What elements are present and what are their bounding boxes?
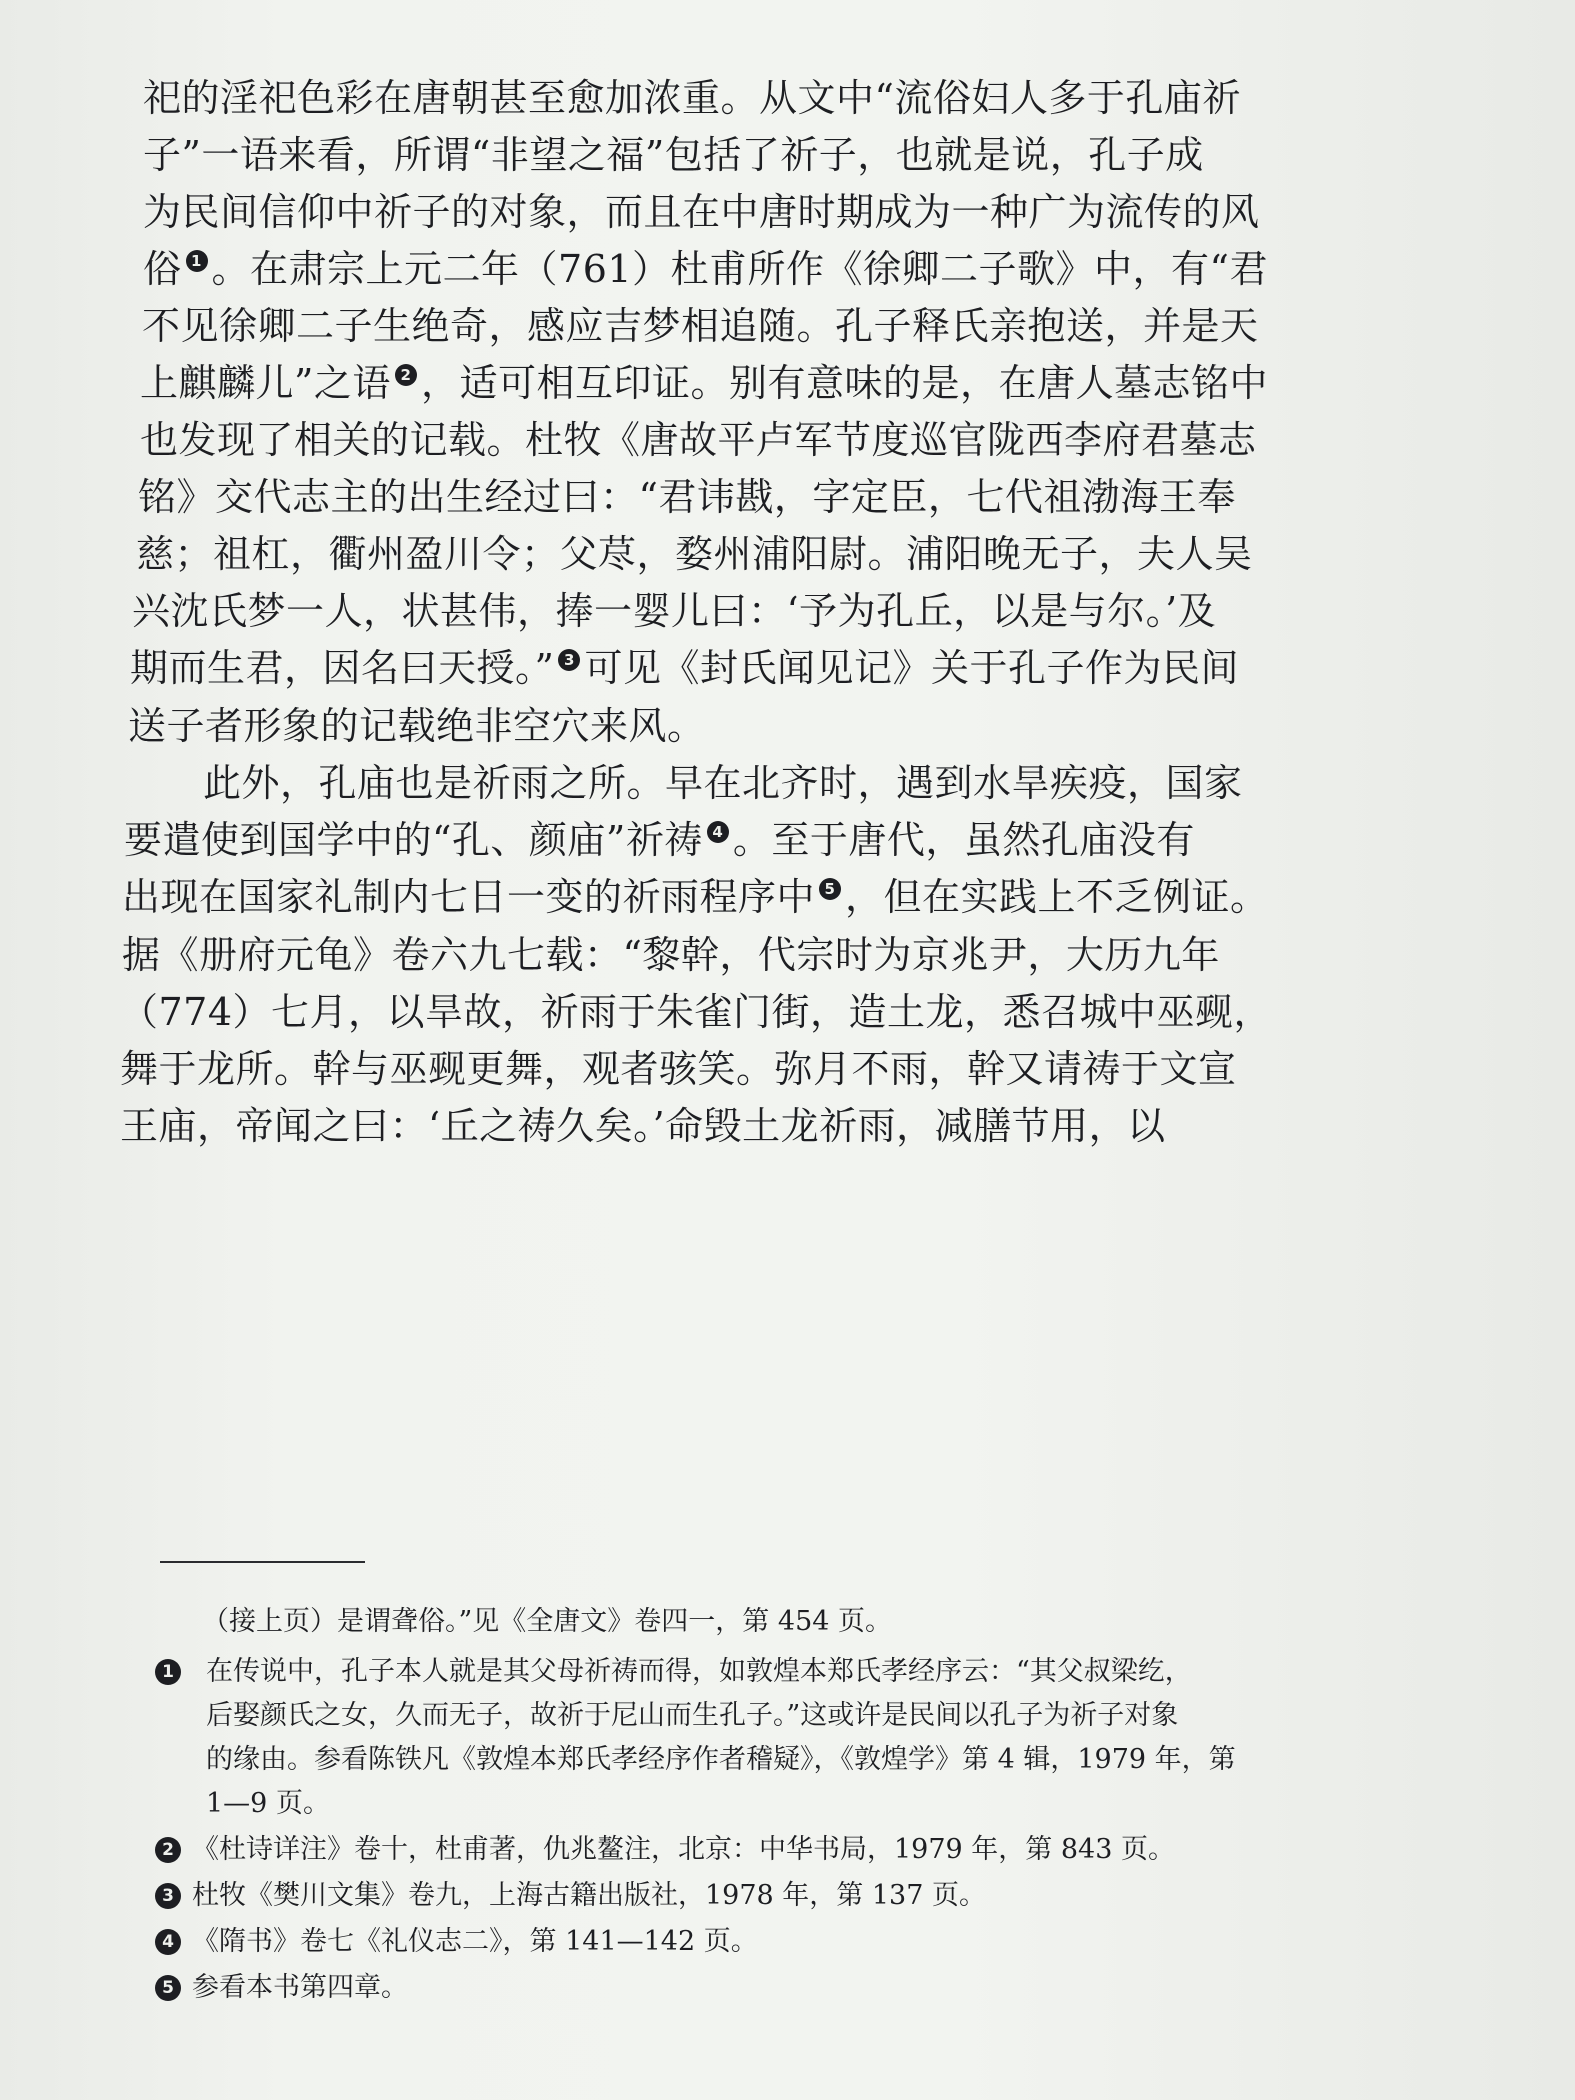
footnote-text: 杜牧《樊川文集》卷九，上海古籍出版社，1978 年，第 137 页。: [192, 1880, 986, 1911]
footnote-line: [150, 1694, 1420, 1738]
body-line: [124, 810, 1195, 870]
footnote-text: 1—9 页。: [206, 1788, 330, 1819]
body-line: 铭》交代志主的出生经过曰：“君讳戡，字定臣，七代祖渤海王奉: [138, 475, 1236, 519]
footnote-text: 的缘由。参看陈铁凡《敦煌本郑氏孝经序作者稽疑》，《敦煌学》第 4 辑，1979 年，第: [206, 1744, 1236, 1775]
body-line: 送子者形象的记载绝非空穴来风。: [128, 704, 706, 748]
body-line: 祀的淫祀色彩在唐朝甚至愈加浓重。从文中“流俗妇人多于孔庙祈: [143, 76, 1241, 120]
footnote-divider: [160, 1561, 365, 1563]
footnote-marker: 1: [155, 1659, 181, 1685]
body-line-text: 。至于唐代，虽然孔庙没有: [732, 818, 1195, 862]
body-line-text: 期而生君，因名曰天授。”: [130, 646, 555, 690]
body-line: [140, 353, 1268, 413]
footnote-entry: [150, 1920, 1420, 1964]
footnote-entry: [150, 1828, 1420, 1872]
body-line: 子”一语来看，所谓“非望之福”包括了祈子，也就是说，孔子成: [143, 133, 1204, 177]
footnote-marker: 3: [155, 1883, 181, 1909]
body-line-text: 出现在国家礼制内七日一变的祈雨程序中: [122, 875, 816, 919]
body-line: 据《册府元龟》卷六九七载：“黎幹，代宗时为京兆尹，大历九年: [122, 933, 1220, 977]
body-line: [122, 867, 1269, 927]
footnote-line: [150, 1738, 1420, 1782]
body-line: 也发现了相关的记载。杜牧《唐故平卢军节度巡官陇西李府君墓志: [140, 418, 1257, 462]
footnote-entry: [150, 1650, 1420, 1694]
body-line: [143, 239, 1268, 299]
footnote-marker: 5: [155, 1975, 181, 2001]
body-line-text: 可见《封氏闻见记》关于孔子作为民间: [584, 646, 1239, 690]
footnote-reference[interactable]: 2: [395, 364, 417, 386]
footnote-reference[interactable]: 5: [819, 878, 841, 900]
footnote-text: （接上页）是谓聋俗。”见《全唐文》卷四一，第 454 页。: [202, 1606, 893, 1637]
body-line: 此外，孔庙也是祈雨之所。早在北齐时，遇到水旱疾疫，国家: [126, 761, 1243, 805]
footnote-reference[interactable]: 3: [558, 649, 580, 671]
body-line: （774）七月，以旱故，祈雨于朱雀门街，造土龙，悉召城中巫觋，: [120, 990, 1273, 1034]
body-line: 兴沈氏梦一人，状甚伟，捧一婴儿曰：‘予为孔丘，以是与尔。’及: [132, 589, 1217, 633]
footnote-entry: [150, 1966, 1420, 2010]
body-line: 为民间信仰中祈子的对象，而且在中唐时期成为一种广为流传的风: [143, 190, 1260, 234]
footnote-text: 参看本书第四章。: [192, 1972, 408, 2003]
footnote-marker: 4: [155, 1929, 181, 1955]
footnote-text: 《隋书》卷七《礼仪志二》，第 141—142 页。: [192, 1926, 758, 1957]
body-line-text: 要遣使到国学中的“孔、颜庙”祈祷: [124, 818, 703, 862]
footnote-text: 后娶颜氏之女，久而无子，故祈于尼山而生孔子。”这或许是民间以孔子为祈子对象: [206, 1700, 1179, 1731]
footnote-text: 在传说中，孔子本人就是其父母祈祷而得，如敦煌本郑氏孝经序云：“其父叔梁纥，: [206, 1656, 1192, 1687]
body-line: 慈；祖杠，衢州盈川令；父荩，婺州浦阳尉。浦阳晚无子，夫人吴: [136, 532, 1253, 576]
body-line-text: 上麒麟儿”之语: [140, 361, 391, 405]
footnote-line: [150, 1782, 1420, 1826]
footnote-reference[interactable]: 1: [186, 250, 208, 272]
body-line: 王庙，帝闻之曰：‘丘之祷久矣。’命毁土龙祈雨，减膳节用，以: [120, 1104, 1166, 1148]
footnote-entry: [150, 1874, 1420, 1918]
body-line-text: ，但在实践上不乏例证。: [845, 875, 1269, 919]
body-line-text: 。在肃宗上元二年（761）杜甫所作《徐卿二子歌》中，有“君: [211, 247, 1268, 291]
body-line: 不见徐卿二子生绝奇，感应吉梦相追随。孔子释氏亲抱送，并是天: [142, 304, 1259, 348]
body-line: 舞于龙所。幹与巫觋更舞，观者骇笑。弥月不雨，幹又请祷于文宣: [120, 1047, 1237, 1091]
footnote-line: [150, 1600, 1420, 1644]
body-line-text: ，适可相互印证。别有意味的是，在唐人墓志铭中: [420, 361, 1268, 405]
body-line: [130, 638, 1239, 698]
footnote-marker: 2: [155, 1837, 181, 1863]
body-line-text: 俗: [143, 247, 182, 291]
footnote-text: 《杜诗详注》卷十，杜甫著，仇兆鳌注，北京：中华书局，1979 年，第 843 页。: [192, 1834, 1175, 1865]
footnote-reference[interactable]: 4: [707, 821, 729, 843]
